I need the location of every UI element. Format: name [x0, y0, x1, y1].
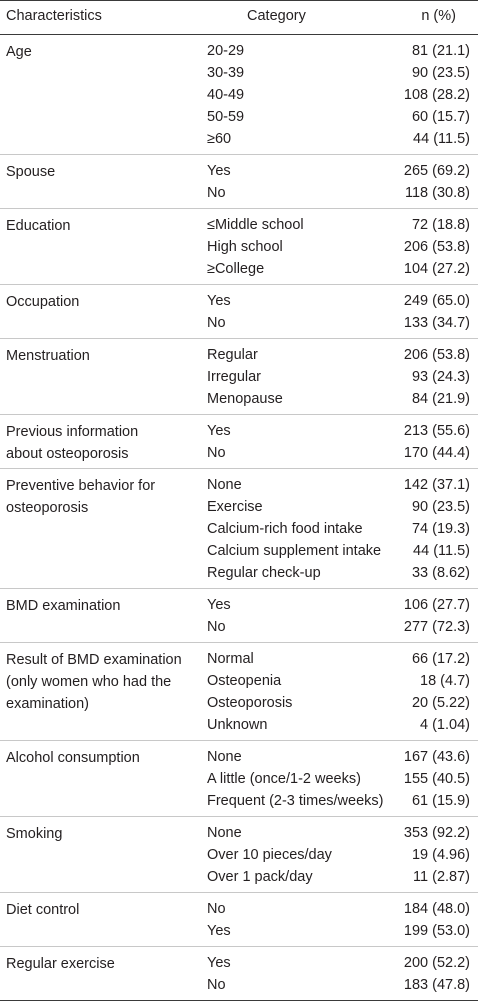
n-percent-cell: 183 (47.8): [403, 977, 470, 993]
category-cell: ≥College: [207, 261, 265, 277]
table-row: [0, 388, 478, 410]
category-cell: Calcium-rich food intake: [207, 521, 363, 537]
table-row: [0, 236, 478, 258]
characteristic-label: Education: [6, 218, 71, 234]
category-cell: Regular check-up: [207, 565, 321, 581]
category-cell: ≤Middle school: [207, 217, 304, 233]
n-percent-cell: 66 (17.2): [411, 651, 470, 667]
table-row: [0, 714, 478, 736]
n-percent-cell: 167 (43.6): [403, 749, 470, 765]
n-percent-cell: 249 (65.0): [403, 293, 470, 309]
characteristic-label: Diet control: [6, 902, 80, 918]
characteristic-label: Smoking: [6, 826, 63, 842]
category-cell: Osteoporosis: [207, 695, 293, 711]
table-row: [0, 866, 478, 888]
characteristic-label: Occupation: [6, 294, 80, 310]
category-cell: No: [207, 445, 226, 461]
table-group: [0, 643, 478, 741]
characteristic-label: BMD examination: [6, 598, 121, 614]
table-row: [0, 344, 478, 366]
table-body: [0, 35, 478, 1001]
n-percent-cell: 155 (40.5): [403, 771, 470, 787]
n-percent-cell: 133 (34.7): [403, 315, 470, 331]
header-category: Category: [247, 8, 306, 24]
category-cell: Frequent (2-3 times/weeks): [207, 793, 384, 809]
category-cell: 20-29: [207, 43, 245, 59]
table-row: [0, 474, 478, 496]
category-cell: Exercise: [207, 499, 263, 515]
table-row: [0, 40, 478, 62]
characteristic-label: Age: [6, 44, 32, 60]
n-percent-cell: 11 (2.87): [413, 869, 470, 885]
n-percent-cell: 44 (11.5): [413, 543, 470, 559]
table-row: [0, 160, 478, 182]
category-cell: No: [207, 185, 226, 201]
table-row: [0, 214, 478, 236]
category-cell: None: [207, 749, 242, 765]
table-group: [0, 817, 478, 893]
n-percent-cell: 19 (4.96): [411, 847, 470, 863]
category-cell: ≥60: [207, 131, 232, 147]
n-percent-cell: 184 (48.0): [403, 901, 470, 917]
table-group: [0, 947, 478, 1001]
n-percent-cell: 33 (8.62): [411, 565, 470, 581]
table-row: [0, 844, 478, 866]
table-group: [0, 415, 478, 469]
category-cell: No: [207, 315, 226, 331]
n-percent-cell: 84 (21.9): [411, 391, 470, 407]
category-cell: None: [207, 477, 242, 493]
header-n-percent: n (%): [421, 8, 456, 24]
table-row: [0, 974, 478, 996]
characteristic-label: Menstruation: [6, 348, 90, 364]
n-percent-cell: 213 (55.6): [403, 423, 470, 439]
n-percent-cell: 61 (15.9): [411, 793, 470, 809]
table-row: [0, 258, 478, 280]
characteristic-label: Alcohol consumption: [6, 750, 140, 766]
table-row: [0, 540, 478, 562]
table-row: [0, 62, 478, 84]
category-cell: Irregular: [207, 369, 261, 385]
category-cell: Yes: [207, 955, 231, 971]
category-cell: No: [207, 619, 226, 635]
table-row: [0, 920, 478, 942]
table-row: [0, 496, 478, 518]
table-row: [0, 616, 478, 638]
n-percent-cell: 18 (4.7): [420, 673, 470, 689]
table-row: [0, 952, 478, 974]
characteristic-label: Regular exercise: [6, 956, 115, 972]
table-group: [0, 35, 478, 155]
table-row: [0, 182, 478, 204]
table-group: [0, 589, 478, 643]
n-percent-cell: 74 (19.3): [411, 521, 470, 537]
category-cell: Yes: [207, 163, 231, 179]
table-row: [0, 420, 478, 442]
n-percent-cell: 170 (44.4): [403, 445, 470, 461]
table-group: [0, 339, 478, 415]
n-percent-cell: 4 (1.04): [420, 717, 470, 733]
table-row: [0, 128, 478, 150]
table-row: [0, 518, 478, 540]
category-cell: No: [207, 977, 226, 993]
table-group: [0, 469, 478, 589]
table-header: [0, 1, 478, 35]
header-characteristics: Characteristics: [6, 8, 102, 24]
category-cell: Yes: [207, 597, 231, 613]
category-cell: Yes: [207, 293, 231, 309]
category-cell: Osteopenia: [207, 673, 282, 689]
n-percent-cell: 277 (72.3): [403, 619, 470, 635]
category-cell: Over 10 pieces/day: [207, 847, 332, 863]
table-row: [0, 898, 478, 920]
table-row: [0, 84, 478, 106]
category-cell: Normal: [207, 651, 254, 667]
table-row: [0, 562, 478, 584]
n-percent-cell: 90 (23.5): [411, 65, 470, 81]
n-percent-cell: 265 (69.2): [403, 163, 470, 179]
characteristic-label: Preventive behavior for osteoporosis: [6, 478, 156, 516]
category-cell: 40-49: [207, 87, 245, 103]
category-cell: A little (once/1-2 weeks): [207, 771, 361, 787]
table-group: [0, 155, 478, 209]
table-group: [0, 285, 478, 339]
n-percent-cell: 93 (24.3): [411, 369, 470, 385]
category-cell: No: [207, 901, 226, 917]
n-percent-cell: 200 (52.2): [403, 955, 470, 971]
n-percent-cell: 142 (37.1): [403, 477, 470, 493]
table-row: [0, 670, 478, 692]
table-row: [0, 768, 478, 790]
table-row: [0, 366, 478, 388]
category-cell: High school: [207, 239, 283, 255]
category-cell: Over 1 pack/day: [207, 869, 313, 885]
characteristic-label: Previous information about osteoporosis: [6, 424, 139, 462]
n-percent-cell: 44 (11.5): [413, 131, 470, 147]
category-cell: Regular: [207, 347, 258, 363]
table-group: [0, 893, 478, 947]
table-row: [0, 790, 478, 812]
category-cell: None: [207, 825, 242, 841]
table-group: [0, 209, 478, 285]
table-row: [0, 290, 478, 312]
n-percent-cell: 206 (53.8): [403, 347, 470, 363]
n-percent-cell: 118 (30.8): [404, 185, 470, 201]
n-percent-cell: 104 (27.2): [403, 261, 470, 277]
category-cell: Unknown: [207, 717, 268, 733]
n-percent-cell: 90 (23.5): [411, 499, 470, 515]
table-row: [0, 648, 478, 670]
category-cell: 50-59: [207, 109, 245, 125]
table-row: [0, 106, 478, 128]
table-row: [0, 822, 478, 844]
table-row: [0, 746, 478, 768]
n-percent-cell: 81 (21.1): [411, 43, 470, 59]
table-row: [0, 442, 478, 464]
table-row: [0, 312, 478, 334]
category-cell: Calcium supplement intake: [207, 543, 382, 559]
n-percent-cell: 106 (27.7): [403, 597, 470, 613]
table-group: [0, 741, 478, 817]
category-cell: 30-39: [207, 65, 245, 81]
n-percent-cell: 199 (53.0): [403, 923, 470, 939]
n-percent-cell: 353 (92.2): [403, 825, 470, 841]
n-percent-cell: 72 (18.8): [411, 217, 470, 233]
n-percent-cell: 20 (5.22): [411, 695, 470, 711]
table-row: [0, 594, 478, 616]
n-percent-cell: 60 (15.7): [411, 109, 470, 125]
characteristic-label: Result of BMD examination (only women who had the examination): [6, 652, 182, 712]
n-percent-cell: 108 (28.2): [403, 87, 470, 103]
n-percent-cell: 206 (53.8): [403, 239, 470, 255]
category-cell: Yes: [207, 923, 231, 939]
category-cell: Yes: [207, 423, 231, 439]
table-row: [0, 692, 478, 714]
characteristic-label: Spouse: [6, 164, 56, 180]
category-cell: Menopause: [207, 391, 283, 407]
